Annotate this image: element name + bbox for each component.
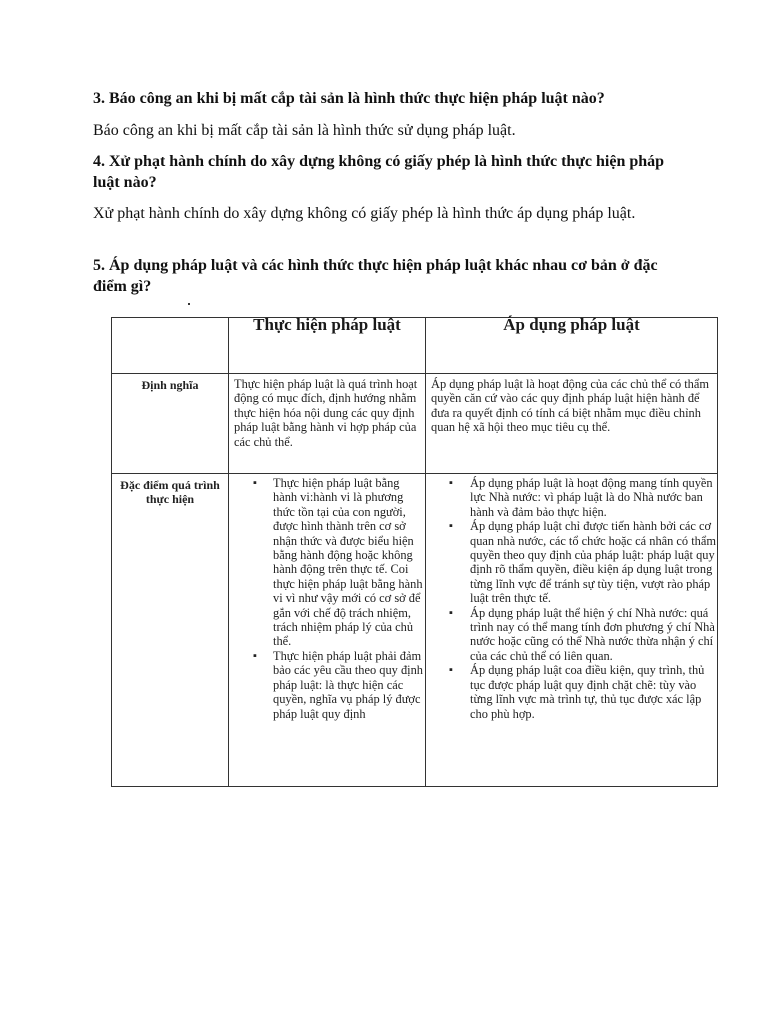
header-empty-cell bbox=[112, 318, 229, 374]
question-3: 3. Báo công an khi bị mất cắp tài sản là hình thức thực hiện pháp luật nào? bbox=[93, 90, 605, 107]
row-label-characteristics: Đặc điểm quá trình thực hiện bbox=[112, 474, 229, 787]
characteristics-thuc-hien bbox=[229, 474, 426, 787]
table-row bbox=[112, 374, 718, 474]
row-label-definition: Định nghĩa bbox=[112, 374, 229, 474]
definition-thuc-hien: Thực hiện pháp luật là quá trình hoạt động có mục đích, định hướng nhằm thực hiện hóa nội dung các quy định pháp luật bằng hành vi hợp pháp của các chủ thể. bbox=[229, 374, 426, 474]
question-4: 4. Xử phạt hành chính do xây dựng không có giấy phép là hình thức thực hiện pháp luật nào? bbox=[93, 153, 665, 191]
list-item: ▪ Áp dụng pháp luật coa điều kiện, quy trình, thủ tục được pháp luật quy định chặt chẽ: tùy vào từng lĩnh vực mà trình tự, thủ tục được xác lập cho phù hợp. bbox=[470, 663, 717, 721]
stray-dot bbox=[188, 303, 190, 305]
list-item: ▪ Áp dụng pháp luật thể hiện ý chí Nhà nước: quá trình nay có thể mang tính đơn phương ý chí Nhà nước hoặc cũng có thể Nhà nước thừa nhận ý chí của các chủ thể có liên quan. bbox=[470, 606, 717, 664]
list-item: ▪ Thực hiện pháp luật bằng hành vi:hành vi là phương thức tồn tại của con người, được hình thành trên cơ sở nhận thức và được biểu hiện bằng hành động hoặc không hành động trên thực tế. Coi thực hiện pháp luật bằng hành vi vì như vậy mới có cơ sở để gắn với chế độ trách nhiệm, trách nhiệm pháp lý của chủ thể. bbox=[273, 476, 425, 649]
table-row bbox=[112, 474, 718, 787]
question-5: 5. Áp dụng pháp luật và các hình thức thực hiện pháp luật khác nhau cơ bản ở đặc điểm gì? bbox=[93, 257, 658, 295]
list-item: ▪ Áp dụng pháp luật là hoạt động mang tính quyền lực Nhà nước: vì pháp luật là do Nhà nước ban hành và đảm bảo thực hiện. bbox=[470, 476, 717, 519]
definition-ap-dung: Áp dụng pháp luật là hoạt động của các chủ thể có thẩm quyền căn cứ vào các quy định pháp luật hiện hành để đưa ra quyết định có tính cá biệt nhằm mục điều chỉnh quan hệ xã hội theo mục tiêu cụ thể. bbox=[426, 374, 718, 474]
characteristics-ap-dung bbox=[426, 474, 718, 787]
answer-3: Báo công an khi bị mất cắp tài sản là hình thức sử dụng pháp luật. bbox=[93, 122, 516, 139]
answer-4: Xử phạt hành chính do xây dựng không có giấy phép là hình thức áp dụng pháp luật. bbox=[93, 205, 636, 222]
header-ap-dung: Áp dụng pháp luật bbox=[426, 318, 718, 374]
table-header-row bbox=[112, 318, 718, 374]
list-item: ▪ Thực hiện pháp luật phải đảm bảo các yêu cầu theo quy định pháp luật: là thực hiện các quyền, nghĩa vụ pháp lý được pháp luật quy định bbox=[273, 649, 425, 721]
comparison-table bbox=[111, 317, 718, 787]
list-item: ▪ Áp dụng pháp luật chỉ được tiến hành bởi các cơ quan nhà nước, các tổ chức hoặc cá nhân có thẩm quyền theo quy định của pháp luật: pháp luật quy định rõ thẩm quyền, điều kiện áp dụng luật trong từng lĩnh vực để tránh sự tùy tiện, vượt rào pháp luật trên thực tế. bbox=[470, 519, 717, 605]
header-thuc-hien: Thực hiện pháp luật bbox=[229, 318, 426, 374]
